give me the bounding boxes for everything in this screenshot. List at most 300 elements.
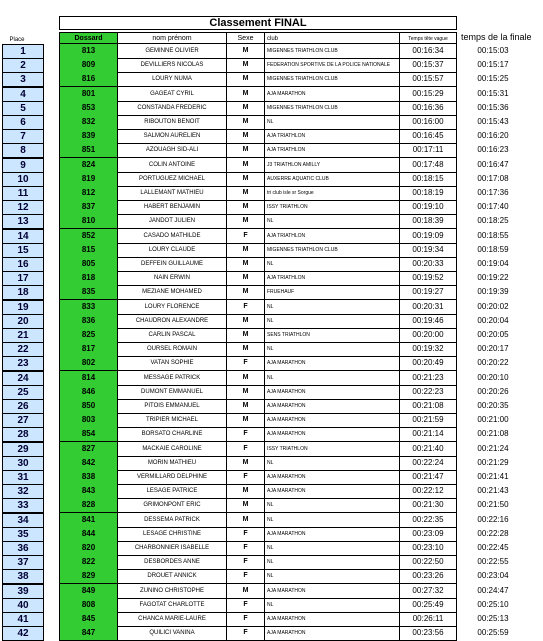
dossard-cell: 802: [59, 356, 118, 371]
club-cell: J3 TRIATHLON AMILLY: [265, 158, 400, 173]
dossard-cell: 818: [59, 271, 118, 286]
place-cell: 38: [2, 569, 44, 584]
wave-time-cell: 00:21:30: [400, 498, 457, 513]
dossard-cell: 828: [59, 498, 118, 513]
table-row: [0, 44, 543, 59]
final-time-cell: 00:20:26: [477, 386, 509, 396]
place-cell: 33: [2, 498, 44, 513]
sex-cell: M: [227, 58, 265, 73]
final-time-cell: 00:16:20: [477, 131, 509, 141]
wave-time-cell: 00:18:19: [400, 186, 457, 201]
dossard-cell: 824: [59, 158, 118, 173]
sex-cell: M: [227, 513, 265, 528]
sex-cell: M: [227, 399, 265, 414]
place-cell: 31: [2, 470, 44, 485]
place-cell: 22: [2, 342, 44, 357]
dossard-cell: 832: [59, 115, 118, 130]
wave-time-cell: 00:26:11: [400, 612, 457, 627]
place-cell: 7: [2, 129, 44, 144]
place-cell: 2: [2, 58, 44, 73]
wave-time-cell: 00:22:12: [400, 484, 457, 499]
sex-cell: M: [227, 87, 265, 102]
table-row: [0, 371, 543, 386]
table-row: [0, 186, 543, 201]
wave-time-cell: 00:21:47: [400, 470, 457, 485]
club-cell: AJA TRIATHLON: [265, 143, 400, 158]
wave-time-cell: 00:18:15: [400, 172, 457, 187]
wave-time-cell: 00:19:09: [400, 229, 457, 244]
table-row: [0, 385, 543, 400]
final-time-cell: 00:17:40: [477, 202, 509, 212]
table-row: [0, 143, 543, 158]
table-row: [0, 200, 543, 215]
sex-cell: F: [227, 569, 265, 584]
dossard-cell: 854: [59, 427, 118, 442]
place-cell: 28: [2, 427, 44, 442]
final-time-cell: 00:23:04: [477, 571, 509, 581]
name-cell: DROUET ANNICK: [118, 569, 227, 584]
wave-time-cell: 00:22:23: [400, 385, 457, 400]
sex-cell: M: [227, 158, 265, 173]
final-time-cell: 00:17:36: [477, 188, 509, 197]
sex-cell: M: [227, 214, 265, 229]
table-row: [0, 484, 543, 499]
sex-cell: F: [227, 541, 265, 556]
club-cell: ISSY TRIATHLON: [265, 200, 400, 215]
name-cell: CASADO MATHILDE: [118, 229, 227, 244]
club-cell: AJA TRIATHLON: [265, 129, 400, 144]
sex-cell: F: [227, 598, 265, 613]
final-time-cell: 00:20:10: [477, 372, 509, 382]
name-cell: LALLEMANT MATHIEU: [118, 186, 227, 201]
sex-cell: M: [227, 342, 265, 357]
table-row: [0, 498, 543, 513]
table-row: [0, 456, 543, 471]
name-cell: GEMINNE OLIVIER: [118, 44, 227, 59]
place-cell: 20: [2, 314, 44, 329]
club-cell: ISSY TRIATHLON: [265, 442, 400, 457]
club-cell: MIGENNES TRIATHLON CLUB: [265, 101, 400, 116]
table-row: [0, 413, 543, 428]
table-row: [0, 598, 543, 613]
final-time-cell: 00:20:02: [477, 301, 509, 311]
table-row: [0, 584, 543, 599]
table-row: [0, 427, 543, 442]
dossard-cell: 841: [59, 513, 118, 528]
final-time-cell: 00:22:28: [477, 528, 509, 538]
table-row: [0, 314, 543, 329]
name-cell: MACKAIE CAROLINE: [118, 442, 227, 457]
club-cell: AJA MARATHON: [265, 612, 400, 627]
place-cell: 1: [2, 44, 44, 59]
final-time-cell: 00:15:31: [477, 88, 509, 98]
wave-time-cell: 00:22:24: [400, 456, 457, 471]
wave-time-cell: 00:25:49: [400, 598, 457, 613]
dossard-cell: 844: [59, 527, 118, 542]
dossard-cell: 853: [59, 101, 118, 116]
name-cell: SALMON AURELIEN: [118, 129, 227, 144]
place-cell: 32: [2, 484, 44, 499]
final-time-cell: 00:18:25: [477, 216, 509, 226]
wave-time-cell: 00:16:45: [400, 129, 457, 144]
dossard-cell: 837: [59, 200, 118, 215]
club-cell: NL: [265, 314, 400, 329]
club-cell: MIGENNES TRIATHLON CLUB: [265, 72, 400, 87]
club-cell: NL: [265, 555, 400, 570]
club-cell: NL: [265, 300, 400, 315]
final-time-cell: 00:15:03: [477, 46, 509, 55]
place-cell: 12: [2, 200, 44, 215]
name-cell: LOURY FLORENCE: [118, 300, 227, 315]
sex-cell: F: [227, 555, 265, 570]
name-cell: LESAGE PATRICE: [118, 484, 227, 499]
name-cell: RIBOUTON BENOIT: [118, 115, 227, 130]
place-cell: 4: [2, 87, 44, 102]
final-time-cell: 00:24:47: [477, 585, 509, 595]
table-row: [0, 172, 543, 187]
dossard-cell: 850: [59, 399, 118, 414]
club-cell: FEDERATION SPORTIVE DE LA POLICE NATIONALE: [265, 58, 400, 73]
wave-time-cell: 00:16:00: [400, 115, 457, 130]
dossard-cell: 827: [59, 442, 118, 457]
wave-time-cell: 00:20:31: [400, 300, 457, 315]
club-cell: AJA TRIATHLON: [265, 229, 400, 244]
table-row: [0, 470, 543, 485]
final-time-cell: 00:21:00: [477, 415, 509, 425]
club-cell: NL: [265, 541, 400, 556]
place-cell: 9: [2, 158, 44, 173]
club-cell: NL: [265, 598, 400, 613]
sex-cell: M: [227, 584, 265, 599]
wave-time-cell: 00:19:52: [400, 271, 457, 286]
place-cell: 29: [2, 442, 44, 457]
final-time-cell: 00:20:17: [477, 344, 509, 354]
name-cell: JANDOT JULIEN: [118, 214, 227, 229]
sex-cell: F: [227, 442, 265, 457]
place-cell: 41: [2, 612, 44, 627]
sex-cell: F: [227, 356, 265, 371]
name-cell: FAGOTAT CHARLOTTE: [118, 598, 227, 613]
header-club: club: [265, 32, 400, 44]
sex-cell: M: [227, 186, 265, 201]
wave-time-cell: 00:23:09: [400, 527, 457, 542]
dossard-cell: 816: [59, 72, 118, 87]
place-cell: 37: [2, 555, 44, 570]
dossard-cell: 812: [59, 186, 118, 201]
table-row: [0, 285, 543, 300]
dossard-cell: 833: [59, 300, 118, 315]
name-cell: CHAUDRON ALEXANDRE: [118, 314, 227, 329]
sex-cell: F: [227, 626, 265, 641]
sex-cell: F: [227, 527, 265, 542]
wave-time-cell: 00:23:56: [400, 626, 457, 641]
wave-time-cell: 00:21:40: [400, 442, 457, 457]
final-time-cell: 00:15:25: [477, 74, 509, 84]
dossard-cell: 803: [59, 413, 118, 428]
dossard-cell: 839: [59, 129, 118, 144]
club-cell: NL: [265, 257, 400, 272]
dossard-cell: 810: [59, 214, 118, 229]
dossard-cell: 842: [59, 456, 118, 471]
dossard-cell: 845: [59, 612, 118, 627]
place-cell: 8: [2, 143, 44, 158]
wave-time-cell: 00:20:00: [400, 328, 457, 343]
sex-cell: M: [227, 328, 265, 343]
sex-cell: M: [227, 456, 265, 471]
name-cell: COLIN ANTOINE: [118, 158, 227, 173]
final-time-cell: 00:19:04: [477, 259, 509, 268]
table-row: [0, 513, 543, 528]
club-cell: AJA MARATHON: [265, 356, 400, 371]
place-cell: 40: [2, 598, 44, 613]
sheet-title: Classement FINAL: [59, 16, 457, 30]
wave-time-cell: 00:19:34: [400, 243, 457, 258]
wave-time-cell: 00:15:37: [400, 58, 457, 73]
dossard-cell: 817: [59, 342, 118, 357]
final-time-cell: 00:21:29: [477, 457, 509, 467]
name-cell: MORIN MATHIEU: [118, 456, 227, 471]
club-cell: AUXERRE AQUATIC CLUB: [265, 172, 400, 187]
table-row: [0, 626, 543, 641]
sex-cell: M: [227, 385, 265, 400]
table-row: [0, 399, 543, 414]
wave-time-cell: 00:19:27: [400, 285, 457, 300]
place-cell: 30: [2, 456, 44, 471]
final-time-cell: 00:16:23: [477, 145, 509, 155]
club-cell: FRUEHAUF: [265, 285, 400, 300]
header-sex: Sexe: [227, 32, 265, 44]
final-time-cell: 00:21:41: [477, 472, 509, 481]
wave-time-cell: 00:21:14: [400, 427, 457, 442]
name-cell: ZUNINO CHRISTOPHE: [118, 584, 227, 599]
table-row: [0, 612, 543, 627]
wave-time-cell: 00:22:35: [400, 513, 457, 528]
place-cell: 3: [2, 72, 44, 87]
wave-time-cell: 00:16:34: [400, 44, 457, 59]
table-row: [0, 300, 543, 315]
wave-time-cell: 00:17:48: [400, 158, 457, 173]
name-cell: NAIN ERWIN: [118, 271, 227, 286]
wave-time-cell: 00:18:39: [400, 214, 457, 229]
final-time-cell: 00:20:05: [477, 330, 509, 339]
name-cell: CONSTANDA FREDERIC: [118, 101, 227, 116]
place-cell: 42: [2, 626, 44, 641]
name-cell: DUMONT EMMANUEL: [118, 385, 227, 400]
final-time-cell: 00:17:08: [477, 173, 509, 183]
club-cell: AJA MARATHON: [265, 413, 400, 428]
dossard-cell: 852: [59, 229, 118, 244]
sex-cell: F: [227, 229, 265, 244]
sex-cell: M: [227, 271, 265, 286]
club-cell: NL: [265, 214, 400, 229]
place-cell: 39: [2, 584, 44, 599]
table-row: [0, 442, 543, 457]
dossard-cell: 813: [59, 44, 118, 59]
final-time-cell: 00:22:45: [477, 543, 509, 552]
name-cell: LOURY NUMA: [118, 72, 227, 87]
header-name: nom prénom: [118, 32, 227, 44]
name-cell: BORSATO CHARLINE: [118, 427, 227, 442]
sex-cell: M: [227, 257, 265, 272]
place-cell: 27: [2, 413, 44, 428]
name-cell: GRIMONPONT ERIC: [118, 498, 227, 513]
place-cell: 14: [2, 229, 44, 244]
name-cell: AZOUAGH SID-ALI: [118, 143, 227, 158]
wave-time-cell: 00:17:11: [400, 143, 457, 158]
club-cell: tri club isle sr Sorgue: [265, 186, 400, 201]
club-cell: AJA MARATHON: [265, 527, 400, 542]
table-row: [0, 214, 543, 229]
final-time-cell: 00:18:59: [477, 244, 509, 254]
place-cell: 15: [2, 243, 44, 258]
sex-cell: M: [227, 44, 265, 59]
final-time-cell: 00:19:22: [477, 273, 509, 283]
wave-time-cell: 00:19:10: [400, 200, 457, 215]
final-time-cell: 00:21:50: [477, 500, 509, 510]
club-cell: AJA MARATHON: [265, 399, 400, 414]
name-cell: OURSEL ROMAIN: [118, 342, 227, 357]
dossard-cell: 836: [59, 314, 118, 329]
final-time-cell: 00:20:04: [477, 315, 509, 325]
place-cell: 24: [2, 371, 44, 386]
name-cell: PITOIS EMMANUEL: [118, 399, 227, 414]
dossard-cell: 847: [59, 626, 118, 641]
name-cell: HABERT BENJAMIN: [118, 200, 227, 215]
club-cell: NL: [265, 569, 400, 584]
club-cell: NL: [265, 342, 400, 357]
dossard-cell: 814: [59, 371, 118, 386]
sex-cell: F: [227, 300, 265, 315]
sex-cell: M: [227, 72, 265, 87]
wave-time-cell: 00:21:59: [400, 413, 457, 428]
final-time-cell: 00:15:43: [477, 117, 509, 126]
table-row: [0, 328, 543, 343]
sex-cell: M: [227, 314, 265, 329]
dossard-cell: 825: [59, 328, 118, 343]
club-cell: NL: [265, 371, 400, 386]
wave-time-cell: 00:15:57: [400, 72, 457, 87]
name-cell: MESSAGE PATRICK: [118, 371, 227, 386]
table-row: [0, 541, 543, 556]
dossard-cell: 843: [59, 484, 118, 499]
wave-time-cell: 00:22:50: [400, 555, 457, 570]
final-time-cell: 00:22:55: [477, 557, 509, 567]
dossard-cell: 815: [59, 243, 118, 258]
sex-cell: M: [227, 498, 265, 513]
table-row: [0, 271, 543, 286]
table-row: [0, 555, 543, 570]
name-cell: GAGEAT CYRIL: [118, 87, 227, 102]
final-time-cell: 00:20:22: [477, 358, 509, 368]
table-row: [0, 342, 543, 357]
name-cell: CHARBONNIER ISABELLE: [118, 541, 227, 556]
place-cell: 34: [2, 513, 44, 528]
table-row: [0, 158, 543, 173]
final-time-cell: 00:21:08: [477, 429, 509, 439]
place-cell: 23: [2, 356, 44, 371]
club-cell: NL: [265, 115, 400, 130]
name-cell: CHANCA MARIE-LAURE: [118, 612, 227, 627]
place-cell: 18: [2, 285, 44, 300]
wave-time-cell: 00:15:29: [400, 87, 457, 102]
wave-time-cell: 00:21:23: [400, 371, 457, 386]
name-cell: LOURY CLAUDE: [118, 243, 227, 258]
club-cell: AJA MARATHON: [265, 470, 400, 485]
final-time-cell: 00:22:16: [477, 514, 509, 524]
name-cell: PORTUGUEZ MICHAEL: [118, 172, 227, 187]
club-cell: AJA MARATHON: [265, 87, 400, 102]
dossard-cell: 835: [59, 285, 118, 300]
dossard-cell: 829: [59, 569, 118, 584]
dossard-cell: 846: [59, 385, 118, 400]
sex-cell: F: [227, 470, 265, 485]
club-cell: NL: [265, 456, 400, 471]
dossard-cell: 805: [59, 257, 118, 272]
header-final-time: temps de la finale: [461, 32, 532, 42]
club-cell: AJA MARATHON: [265, 385, 400, 400]
place-cell: 19: [2, 300, 44, 315]
place-cell: 5: [2, 101, 44, 116]
header-dossard: Dossard: [59, 32, 118, 44]
dossard-cell: 801: [59, 87, 118, 102]
final-time-cell: 00:15:36: [477, 102, 509, 112]
dossard-cell: 808: [59, 598, 118, 613]
club-cell: AJA MARATHON: [265, 626, 400, 641]
final-time-cell: 00:18:55: [477, 230, 509, 240]
place-cell: 35: [2, 527, 44, 542]
final-time-cell: 00:25:59: [477, 628, 509, 638]
wave-time-cell: 00:16:36: [400, 101, 457, 116]
sex-cell: M: [227, 115, 265, 130]
table-row: [0, 101, 543, 116]
name-cell: DEVILLIERS NICOLAS: [118, 58, 227, 73]
club-cell: NL: [265, 513, 400, 528]
dossard-cell: 851: [59, 143, 118, 158]
club-cell: MIGENNES TRIATHLON CLUB: [265, 243, 400, 258]
sex-cell: M: [227, 129, 265, 144]
table-row: [0, 257, 543, 272]
name-cell: DESSEMA PATRICK: [118, 513, 227, 528]
place-cell: 13: [2, 214, 44, 229]
name-cell: CARLIN PASCAL: [118, 328, 227, 343]
table-row: [0, 72, 543, 87]
table-row: [0, 243, 543, 258]
final-time-cell: 00:20:35: [477, 401, 509, 410]
wave-time-cell: 00:19:32: [400, 342, 457, 357]
table-row: [0, 115, 543, 130]
place-cell: 17: [2, 271, 44, 286]
place-cell: 21: [2, 328, 44, 343]
final-time-cell: 00:16:47: [477, 159, 509, 169]
header-place: Place: [9, 37, 25, 43]
sex-cell: M: [227, 101, 265, 116]
table-row: [0, 356, 543, 371]
name-cell: QUILICI VANINA: [118, 626, 227, 641]
wave-time-cell: 00:19:46: [400, 314, 457, 329]
sex-cell: M: [227, 200, 265, 215]
club-cell: AJA MARATHON: [265, 427, 400, 442]
sex-cell: F: [227, 427, 265, 442]
final-time-cell: 00:25:10: [477, 599, 509, 609]
club-cell: NL: [265, 498, 400, 513]
name-cell: DESBORDES ANNE: [118, 555, 227, 570]
sex-cell: M: [227, 484, 265, 499]
table-row: [0, 569, 543, 584]
sex-cell: M: [227, 371, 265, 386]
place-cell: 10: [2, 172, 44, 187]
final-time-cell: 00:19:39: [477, 287, 509, 297]
sex-cell: M: [227, 143, 265, 158]
